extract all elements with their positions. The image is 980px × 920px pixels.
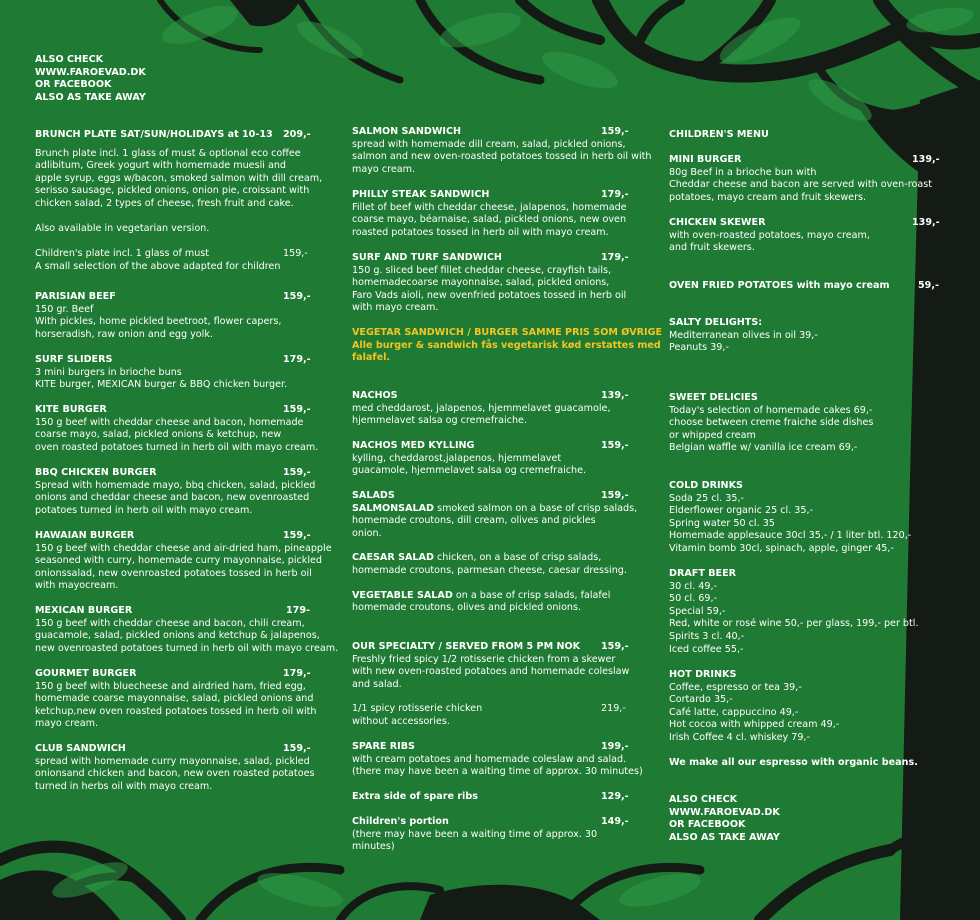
- hot-drinks: [669, 669, 944, 745]
- item-price: 159,-: [283, 530, 311, 541]
- list-item: Vitamin bomb 30cl, spinach, apple, ginger 45,-: [669, 542, 894, 554]
- item-price: 159,-: [601, 641, 629, 652]
- item-price: 139,-: [912, 217, 940, 228]
- item-title: Extra side of spare ribs: [352, 791, 478, 802]
- section-title: SWEET DELICIES: [669, 392, 758, 403]
- footer-website[interactable]: WWW.FAROEVAD.DK: [669, 806, 780, 818]
- menu-item-salads: [352, 490, 642, 615]
- item-price: 159,-: [601, 490, 629, 501]
- item-title: BBQ CHICKEN BURGER: [35, 467, 157, 478]
- item-title: 1/1 spicy rotisserie chicken: [352, 703, 483, 714]
- menu-item-spare-ribs: [352, 741, 642, 779]
- list-item: Coffee, espresso or tea 39,-: [669, 681, 802, 693]
- section-title: SALTY DELIGHTS:: [669, 317, 763, 328]
- children-menu-heading: CHILDREN'S MENU: [669, 129, 769, 140]
- menu-item: [35, 668, 335, 731]
- item-price: 139,-: [912, 154, 940, 165]
- item-title: SURF SLIDERS: [35, 354, 113, 365]
- footer-line: ALSO CHECK: [669, 794, 738, 805]
- item-description: with cream potatoes and homemade coleslaw and salad. (there may have been a waiting time of approx. 30 minutes): [352, 753, 643, 778]
- menu-item-nachos-kylling: [352, 440, 642, 478]
- item-title: NACHOS MED KYLLING: [352, 440, 475, 451]
- item-description: with oven-roasted potatoes, mayo cream, and fruit skewers.: [669, 229, 870, 254]
- header-line: OR FACEBOOK: [35, 79, 112, 91]
- menu-item-extra-ribs: [352, 791, 642, 804]
- item-description: kylling, cheddarost,jalapenos, hjemmelavet guacamole, hjemmelavet salsa og cremefraiche.: [352, 452, 587, 477]
- item-price: 159,-: [283, 248, 308, 260]
- list-item: or whipped cream: [669, 429, 756, 441]
- item-description: (there may have been a waiting time of approx. 30 minutes): [352, 828, 598, 853]
- item-price: 209,-: [283, 129, 311, 140]
- draft-beer: [669, 568, 969, 656]
- list-item: Today's selection of homemade cakes 69,-: [669, 404, 873, 416]
- item-price: 159,-: [601, 126, 629, 137]
- item-title: PARISIAN BEEF: [35, 291, 116, 302]
- header-line: ALSO CHECK: [35, 54, 104, 65]
- item-title: BRUNCH PLATE SAT/SUN/HOLIDAYS at 10-13: [35, 129, 273, 140]
- item-title: SURF AND TURF SANDWICH: [352, 252, 502, 263]
- item-title: CHICKEN SKEWER: [669, 217, 766, 228]
- menu-item-mini-burger: [669, 154, 944, 204]
- list-item: Peanuts 39,-: [669, 342, 729, 354]
- list-item: Elderflower organic 25 cl. 35,-: [669, 505, 814, 517]
- item-description: spread with homemade dill cream, salad, pickled onions, salmon and new oven-roasted potatoes tossed in herb oil with mayo cream.: [352, 138, 652, 175]
- item-description: 150 g beef with cheddar cheese and bacon, chili cream, guacamole, salad, pickled onions and ketchup & jalapenos, new ovenroasted potatoes turned in herb oil with mayo cream.: [35, 617, 339, 654]
- menu-item: [35, 605, 339, 655]
- caesar-salad-desc-more: homemade croutons, parmesan cheese, caesar dressing.: [352, 564, 627, 576]
- footer-info: [669, 794, 780, 844]
- menu-item: [35, 743, 335, 793]
- menu-item: [35, 354, 335, 392]
- item-price: 179,-: [283, 354, 311, 365]
- section-title: DRAFT BEER: [669, 568, 737, 579]
- item-description: 150 gr. Beef With pickles, home pickled beetroot, flower capers, horseradish, raw onion and egg yolk.: [35, 303, 282, 340]
- item-price: 159,-: [283, 743, 311, 754]
- salmon-salad-desc-more: homemade croutons, dill cream, olives and pickles onion.: [352, 515, 596, 539]
- item-price: 159,-: [283, 467, 311, 478]
- section-title: COLD DRINKS: [669, 480, 743, 491]
- item-description: 150 g beef with bluecheese and airdried ham, fried egg, homemade coarse mayonnaise, salad, pickled onions and ketchup,new oven roasted potatoes tossed in herb oil with mayo cream.: [35, 680, 317, 730]
- item-description: med cheddarost, jalapenos, hjemmelavet guacamole, hjemmelavet salsa og cremefraiche.: [352, 402, 611, 427]
- item-title: MINI BURGER: [669, 154, 742, 165]
- item-title: SALMON SANDWICH: [352, 126, 462, 137]
- item-title: GOURMET BURGER: [35, 668, 137, 679]
- header-website[interactable]: WWW.FAROEVAD.DK: [35, 66, 146, 78]
- item-description: 150 g beef with cheddar cheese and air-dried ham, pineapple seasoned with curry, homemade curry mayonnaise, pickled onionssalad, new ovenroasted potatoes tossed in herb oil with mayocream.: [35, 542, 332, 592]
- list-item: Red, white or rosé wine 50,- per glass, 199,- per btl.: [669, 618, 919, 630]
- item-price: 219,-: [601, 703, 626, 714]
- cold-drinks: [669, 480, 969, 556]
- header-info: [35, 54, 146, 104]
- list-item: Belgian waffle w/ vanilla ice cream 69,-: [669, 442, 858, 454]
- item-title: SALADS: [352, 490, 395, 501]
- item-description: Fillet of beef with cheddar cheese, jalapenos, homemade coarse mayo, béarnaise, salad, pickled onions, new oven roasted potatoes tossed in herb oil with mayo cream.: [352, 201, 627, 238]
- menu-item-brunch: [35, 129, 335, 273]
- item-price: 159,-: [283, 291, 311, 302]
- item-price: 159,-: [601, 440, 629, 451]
- footer-line: ALSO AS TAKE AWAY: [669, 831, 780, 843]
- item-title: OUR SPECIALTY / SERVED FROM 5 PM NOK: [352, 641, 581, 652]
- menu-item: [35, 530, 335, 593]
- menu-item: [35, 467, 335, 517]
- organic-note: We make all our espresso with organic beans.: [669, 757, 918, 768]
- menu-item: [35, 291, 335, 341]
- salty-delights: [669, 317, 944, 355]
- vegetable-salad-title: VEGETABLE SALAD: [352, 589, 453, 601]
- item-price: 139,-: [601, 390, 629, 401]
- item-title: HAWAIAN BURGER: [35, 530, 135, 541]
- item-note: Also available in vegetarian version.: [35, 222, 210, 234]
- menu-item-whole-chicken: [352, 703, 642, 728]
- item-description: without accessories.: [352, 715, 450, 727]
- caesar-salad-title: CAESAR SALAD: [352, 552, 434, 564]
- list-item: choose between creme fraiche side dishes: [669, 417, 874, 429]
- item-description: 150 g beef with cheddar cheese and bacon, homemade coarse mayo, salad, pickled onions & ketchup, new oven roasted potatoes turned in herb oil with mayo cream.: [35, 416, 319, 453]
- item-description: Brunch plate incl. 1 glass of must & optional eco coffee adlibitum, Greek yogurt with homemade muesli and apple syrup, eggs w/bacon, smoked salmon with dill cream, serisso sausage, pickled onions, onion pie, croissant with chicken salad, 2 types of cheese, fresh fruit and cake.: [35, 147, 323, 209]
- menu-item-children-portion: [352, 816, 642, 854]
- list-item: 50 cl. 69,-: [669, 593, 718, 605]
- menu-item-oven-potatoes: [669, 280, 944, 293]
- list-item: Homemade applesauce 30cl 35,- / 1 liter btl. 120,-: [669, 530, 912, 542]
- item-title: MEXICAN BURGER: [35, 605, 133, 616]
- item-price: 179-: [286, 605, 311, 616]
- list-item: Spring water 50 cl. 35: [669, 517, 775, 529]
- item-price: 179,-: [601, 189, 629, 200]
- item-price: 199,-: [601, 741, 629, 752]
- item-title: CLUB SANDWICH: [35, 743, 126, 754]
- item-description: A small selection of the above adapted for children: [35, 260, 281, 272]
- item-description: spread with homemade curry mayonnaise, salad, pickled onionsand chicken and bacon, new oven roasted potatoes turned in herbs oil with mayo cream.: [35, 755, 315, 792]
- footer-line: OR FACEBOOK: [669, 819, 746, 831]
- section-title: HOT DRINKS: [669, 669, 737, 680]
- list-item: Irish Coffee 4 cl. whiskey 79,-: [669, 731, 810, 743]
- item-title: KITE BURGER: [35, 404, 107, 415]
- item-description: 80g Beef in a brioche bun with Cheddar cheese and bacon are served with oven-roast potatoes, mayo cream and fruit skewers.: [669, 166, 932, 203]
- item-price: 159,-: [283, 404, 311, 415]
- list-item: Special 59,-: [669, 605, 726, 617]
- item-price: 149,-: [601, 816, 629, 827]
- item-price: 129,-: [601, 791, 629, 802]
- vegetable-salad-desc-more: homemade croutons, olives and pickled onions.: [352, 602, 582, 614]
- list-item: Iced coffee 55,-: [669, 643, 744, 655]
- item-title: NACHOS: [352, 390, 398, 401]
- list-item: Mediterranean olives in oil 39,-: [669, 329, 818, 341]
- item-description: Spread with homemade mayo, bbq chicken, salad, pickled onions and cheddar cheese and bacon, new ovenroasted potatoes turned in herb oil with mayo cream.: [35, 479, 316, 516]
- list-item: Café latte, cappuccino 49,-: [669, 706, 799, 718]
- menu-item: [352, 126, 652, 176]
- list-item: Spirits 3 cl. 40,-: [669, 630, 745, 642]
- item-title: SPARE RIBS: [352, 741, 415, 752]
- item-title: Children's plate incl. 1 glass of must: [35, 248, 210, 260]
- caesar-salad-desc: chicken, on a base of crisp salads,: [433, 552, 602, 564]
- menu-item-nachos: [352, 390, 642, 428]
- item-title: OVEN FRIED POTATOES with mayo cream: [669, 280, 890, 291]
- item-price: 179,-: [601, 252, 629, 263]
- item-description: Freshly fried spicy 1/2 rotisserie chicken from a skewer with new oven-roasted potatoes and homemade coleslaw and salad.: [352, 653, 630, 690]
- vegetarian-note: VEGETAR SANDWICH / BURGER SAMME PRIS SOM ØVRIGE Alle burger & sandwich fås vegetarisk kød erstattes med falafel.: [352, 327, 663, 364]
- item-price: 179,-: [283, 668, 311, 679]
- header-line: ALSO AS TAKE AWAY: [35, 91, 146, 103]
- salmon-salad-title: SALMONSALAD: [352, 502, 435, 514]
- menu-item-specialty: [352, 641, 642, 691]
- list-item: Cortardo 35,-: [669, 694, 733, 706]
- menu-item: [352, 189, 642, 239]
- list-item: 30 cl. 49,-: [669, 580, 718, 592]
- sweet-delicies: [669, 392, 944, 455]
- menu-item: [352, 252, 642, 315]
- item-price: 59,-: [918, 280, 939, 291]
- item-title: PHILLY STEAK SANDWICH: [352, 189, 490, 200]
- item-title: Children's portion: [352, 816, 449, 827]
- item-description: 150 g. sliced beef fillet cheddar cheese, crayfish tails, homemadecoarse mayonnaise, salad, pickled onions, Faro Vads aioli, new ovenfried potatoes tossed in herb oil with mayo cream.: [352, 264, 627, 314]
- salmon-salad-desc: smoked salmon on a base of crisp salads,: [434, 502, 638, 514]
- vegetable-salad-desc: on a base of crisp salads, falafel: [452, 589, 611, 601]
- menu-item-chicken-skewer: [669, 217, 944, 255]
- item-description: 3 mini burgers in brioche buns KITE burger, MEXICAN burger & BBQ chicken burger.: [35, 366, 288, 391]
- list-item: Soda 25 cl. 35,-: [669, 492, 744, 504]
- menu-item: [35, 404, 335, 454]
- list-item: Hot cocoa with whipped cream 49,-: [669, 719, 840, 731]
